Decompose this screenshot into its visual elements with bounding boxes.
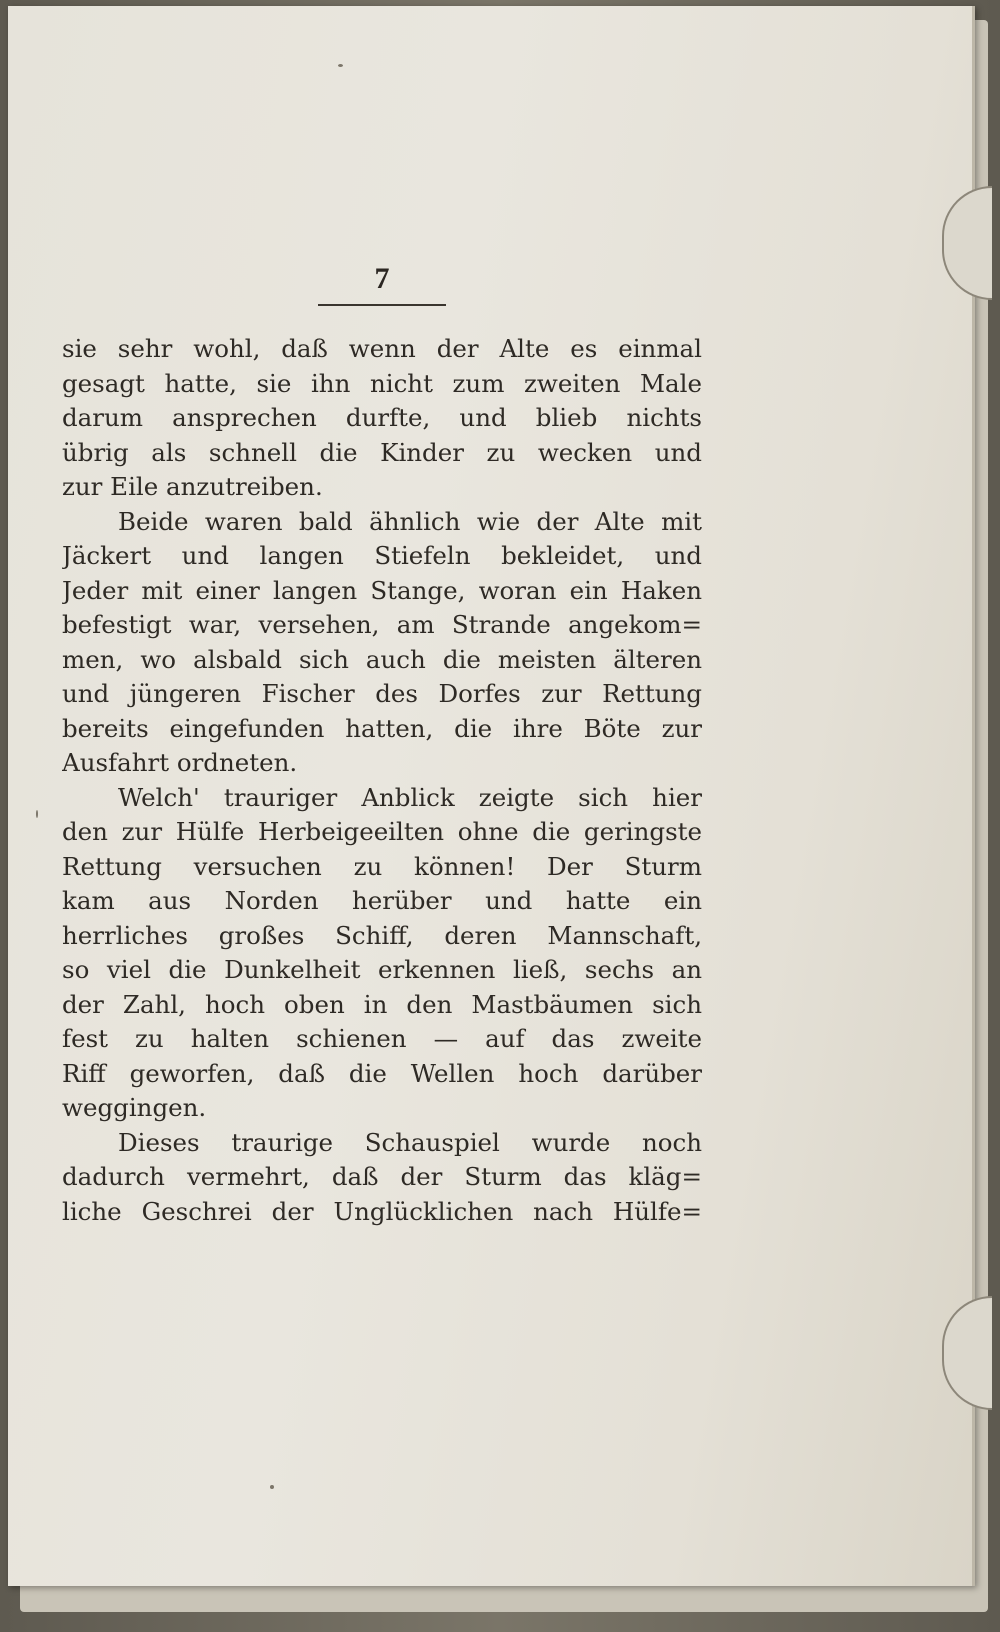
text-line: und jüngeren Fischer des Dorfes zur Rettung xyxy=(62,679,702,708)
paper-speck xyxy=(338,64,343,67)
text-line: Jeder mit einer langen Stange, woran ein Haken xyxy=(62,575,702,605)
text-line: übrig als schnell die Kinder zu wecken und xyxy=(62,437,702,467)
text-line: den zur Hülfe Herbeigeeilten ohne die geringste xyxy=(62,817,702,846)
text-line: Ausfahrt ordneten. xyxy=(62,748,298,777)
text-line: der Zahl, hoch oben in den Mastbäumen sich xyxy=(62,989,702,1019)
text-line: Rettung versuchen zu können! Der Sturm xyxy=(62,851,702,881)
text-line: so viel die Dunkelheit erkennen ließ, sechs an xyxy=(62,955,702,984)
body-text xyxy=(62,332,702,1229)
text-line: zur Eile anzutreiben. xyxy=(62,472,323,501)
text-line: Beide waren bald ähnlich wie der Alte mit xyxy=(118,506,702,536)
text-line: men, wo alsbald sich auch die meisten älteren xyxy=(62,644,702,674)
text-line: fest zu halten schienen — auf das zweite xyxy=(62,1024,702,1053)
text-line: herrliches großes Schiff, deren Mannschaft, xyxy=(62,920,702,950)
text-line: Riff geworfen, daß die Wellen hoch darüber xyxy=(62,1058,702,1088)
text-line: gesagt hatte, sie ihn nicht zum zweiten Male xyxy=(62,368,702,398)
paper-speck xyxy=(270,1485,274,1489)
text-line: liche Geschrei der Unglücklichen nach Hülfe= xyxy=(62,1196,702,1226)
text-line: Jäckert und langen Stiefeln bekleidet, und xyxy=(62,541,702,570)
text-line: bereits eingefunden hatten, die ihre Böte zur xyxy=(62,713,702,743)
text-line: kam aus Norden herüber und hatte ein xyxy=(62,886,702,915)
text-line: dadurch vermehrt, daß der Sturm das kläg= xyxy=(62,1162,702,1191)
page-number-rule xyxy=(318,304,446,306)
text-line: darum ansprechen durfte, und blieb nichts xyxy=(62,403,702,432)
text-line: Dieses traurige Schauspiel wurde noch xyxy=(118,1127,702,1157)
paper-speck xyxy=(36,810,38,818)
text-line: befestigt war, versehen, am Strande angekom= xyxy=(62,610,702,639)
text-line: weggingen. xyxy=(62,1093,207,1122)
page-number: 7 xyxy=(374,262,390,295)
text-line: sie sehr wohl, daß wenn der Alte es einmal xyxy=(62,334,702,363)
text-line: Welch' trauriger Anblick zeigte sich hier xyxy=(118,782,702,812)
